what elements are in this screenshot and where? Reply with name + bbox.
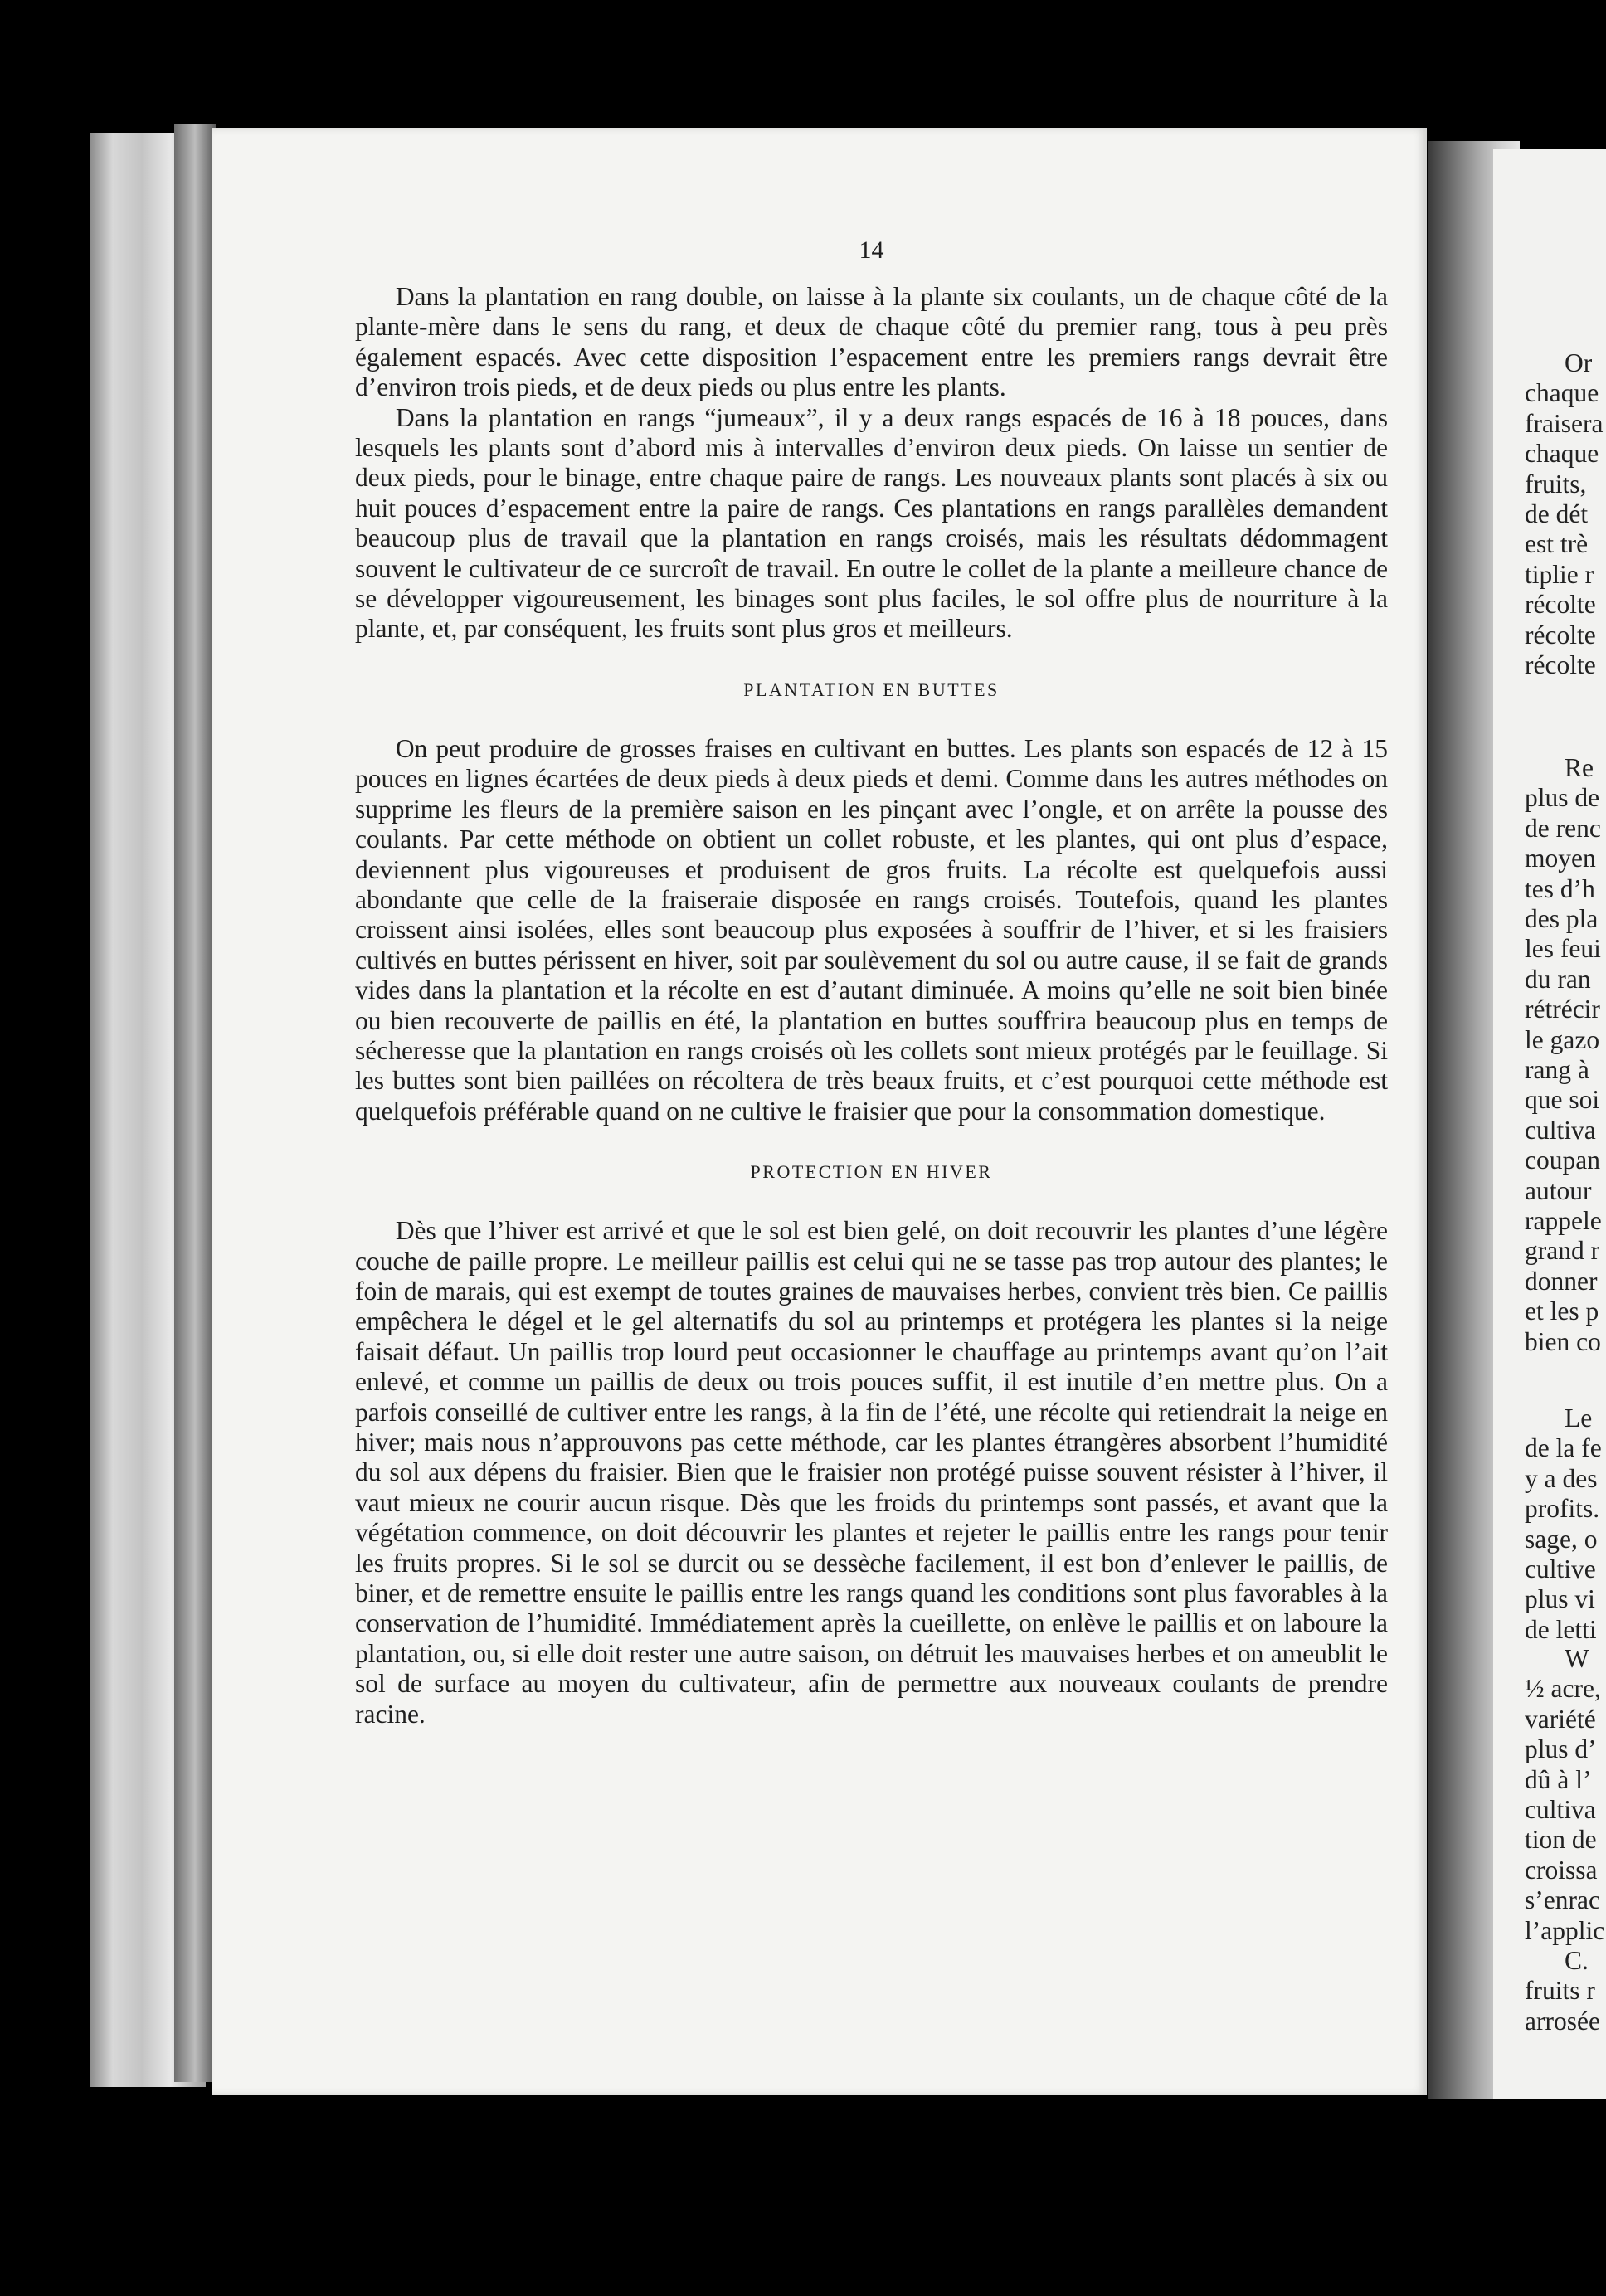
facing-page-line: dû à l’	[1525, 1764, 1592, 1794]
facing-page-line: chaque	[1525, 378, 1599, 408]
facing-page-line: Or	[1565, 348, 1593, 377]
facing-page-line: fruits r	[1525, 1976, 1595, 2006]
facing-page-line: des pla	[1525, 904, 1599, 933]
section-heading: PROTECTION EN HIVER	[750, 1161, 993, 1183]
page-text-column	[355, 234, 1388, 1729]
facing-page-line: ½ acre,	[1525, 1674, 1601, 1704]
facing-page-line: C.	[1565, 1946, 1589, 1975]
facing-page-line: que soi	[1525, 1085, 1600, 1115]
facing-page-line: sage, o	[1525, 1524, 1598, 1554]
facing-page-line: cultiva	[1525, 1115, 1596, 1145]
facing-page-fragment	[1493, 149, 1606, 2099]
facing-page-line: moyen	[1525, 844, 1596, 873]
facing-page-line: récolte	[1525, 590, 1596, 620]
facing-page-line: chaque	[1525, 439, 1599, 469]
facing-page-line: récolte	[1525, 620, 1596, 649]
facing-page-line: plus vi	[1525, 1584, 1595, 1614]
facing-page-line: tion de	[1525, 1825, 1597, 1855]
facing-page-line: grand r	[1525, 1236, 1600, 1266]
facing-page-line: cultiva	[1525, 1795, 1596, 1824]
facing-page-line: l’applic	[1525, 1915, 1605, 1945]
facing-page-line: variété	[1525, 1704, 1596, 1734]
facing-page-line: Le	[1565, 1403, 1593, 1433]
facing-page-line: cultive	[1525, 1554, 1596, 1583]
facing-page-line: le gazo	[1525, 1024, 1600, 1054]
facing-page-line: de renc	[1525, 813, 1601, 843]
facing-page-line: récolte	[1525, 650, 1596, 679]
facing-page-line: coupan	[1525, 1146, 1600, 1175]
paragraph: Dans la plantation en rang double, on laisse à la plante six coulants, un de chaque côté de la plante-mère dans le sens du rang, et deux de chaque côté du premier rang, tous à peu près également espacés. Avec cette disposition l’espacement entre les premiers rangs devrait être d’environ trois pieds, et de deux pieds ou plus entre les plants.	[355, 282, 1388, 402]
facing-page-line: plus de	[1525, 783, 1600, 813]
facing-page-line: bien co	[1525, 1326, 1601, 1356]
facing-page-line: tes d’h	[1525, 873, 1595, 903]
book-spine-shadow	[174, 124, 216, 2082]
paragraph: Dès que l’hiver est arrivé et que le sol est bien gelé, on doit recouvrir les plantes d’une légère couche de paille propre. Le meilleur paillis est celui qui ne se tasse pas trop autour des plantes; le foin de marais, qui est exempt de toutes graines de mauvaises herbes, convient très bien. Ce paillis empêchera le dégel et le gel alternatifs du sol au printemps et protégera les plantes si la neige faisait défaut. Un paillis trop lourd peut occasionner le chauffage au printemps avant qu’on l’ait enlevé, et comme un paillis de deux ou trois pouces suffit, il est inutile d’en mettre plus. On a parfois conseillé de cultiver entre les rangs, à la fin de l’été, une récolte qui retiendrait la neige en hiver; mais nous n’approuvons pas cette méthode, car les plantes étrangères absorbent l’humidité du sol aux dépens du fraisier. Bien que le fraisier non protégé puisse souvent résister à l’hiver, il vaut mieux ne courir aucun risque. Dès que les froids du printemps sont passés, et avant que la végétation commence, on doit découvrir les plantes et rejeter le paillis entre les rangs pour tenir les fruits propres. Si le sol se durcit ou se dessèche facilement, il est bon d’enlever le paillis, de biner, et de remettre ensuite le paillis entre les rangs quand les conditions sont plus favorables à la conservation de l’humidité. Immédiatement après la cueillette, on enlève le paillis et on laboure la plantation, ou, si elle doit rester une autre saison, on détruit les mauvaises herbes et on ameublit le sol de surface au moyen du cultivateur, afin de permettre aux nouveaux coulants de prendre racine.	[355, 1216, 1388, 1729]
facing-page-line: et les p	[1525, 1296, 1599, 1326]
facing-page-line: autour	[1525, 1175, 1592, 1205]
facing-page-line: de letti	[1525, 1614, 1597, 1644]
facing-page-line: les feui	[1525, 934, 1601, 964]
section-heading: PLANTATION EN BUTTES	[743, 679, 1000, 700]
facing-page-line: de la fe	[1525, 1433, 1602, 1463]
facing-page-line: Re	[1565, 753, 1594, 782]
facing-page-line: W	[1565, 1644, 1589, 1673]
facing-page-line: du ran	[1525, 964, 1591, 994]
facing-page-line: tiplie r	[1525, 559, 1594, 589]
facing-page-line: profits.	[1525, 1494, 1600, 1524]
page-number: 14	[859, 236, 884, 264]
facing-page-line: rang à	[1525, 1055, 1589, 1084]
facing-page-line: de dét	[1525, 499, 1589, 528]
paragraph: Dans la plantation en rangs “jumeaux”, il y a deux rangs espacés de 16 à 18 pouces, dans lesquels les plants sont d’abord mis à intervalles d’environ deux pieds. On laisse un sentier de deux pieds, pour le binage, entre chaque paire de rangs. Les nouveaux plants sont placés à six ou huit pouces d’espacement entre la paire de rangs. Ces plantations en rangs parallèles demandent beaucoup plus de travail que la plantation en rangs croisés, mais les résultats dédommagent souvent le cultivateur de ce surcroît de travail. En outre le collet de la plante a meilleure chance de se développer vigoureusement, les binages sont plus faciles, le sol offre plus de nourriture à la plante, et, par conséquent, les fruits sont plus gros et meilleurs.	[355, 402, 1388, 644]
facing-page-line: est trè	[1525, 529, 1589, 559]
paragraph: On peut produire de grosses fraises en cultivant en buttes. Les plants son espacés de 12 à 15 pouces en lignes écartées de deux pieds à deux pieds et demi. Comme dans les autres méthodes on supprime les fleurs de la première saison en les pinçant avec l’ongle, et on arrête la pousse des coulants. Par cette méthode on obtient un collet robuste, et les plantes, qui ont plus d’espace, deviennent plus vigoureuses et produisent de gros fruits. La récolte est quelquefois aussi abondante que celle de la fraiseraie disposée en rangs croisés. Toutefois, quand les plantes croissent ainsi isolées, elles sont beaucoup plus exposées à souffrir de l’hiver, et si les fraisiers cultivés en buttes périssent en hiver, soit par soulèvement du sol ou autre cause, il se fait de grands vides dans la plantation et la récolte en est d’autant diminuée. A moins qu’elle ne soit bien binée ou bien recouverte de paillis en été, la plantation en buttes souffrira beaucoup plus en temps de sécheresse que la plantation en rangs croisés où les collets sont mieux protégés par le feuillage. Si les buttes sont bien paillées on récoltera de très beaux fruits, et c’est pourquoi cette méthode est quelquefois préférable quand on ne cultive le fraisier que pour la consommation domestique.	[355, 733, 1388, 1126]
facing-page-line: fraisera	[1525, 408, 1604, 438]
facing-page-line: s’enrac	[1525, 1885, 1600, 1915]
facing-page-line: croissa	[1525, 1855, 1598, 1885]
facing-page-line: donner	[1525, 1266, 1598, 1296]
facing-page-line: rappele	[1525, 1206, 1602, 1235]
facing-page-line: arrosée	[1525, 2006, 1600, 2036]
facing-page-line: rétrécir	[1525, 995, 1600, 1024]
facing-page-line: plus d’	[1525, 1734, 1597, 1764]
facing-page-line: y a des	[1525, 1463, 1598, 1493]
facing-page-line: fruits,	[1525, 469, 1587, 499]
